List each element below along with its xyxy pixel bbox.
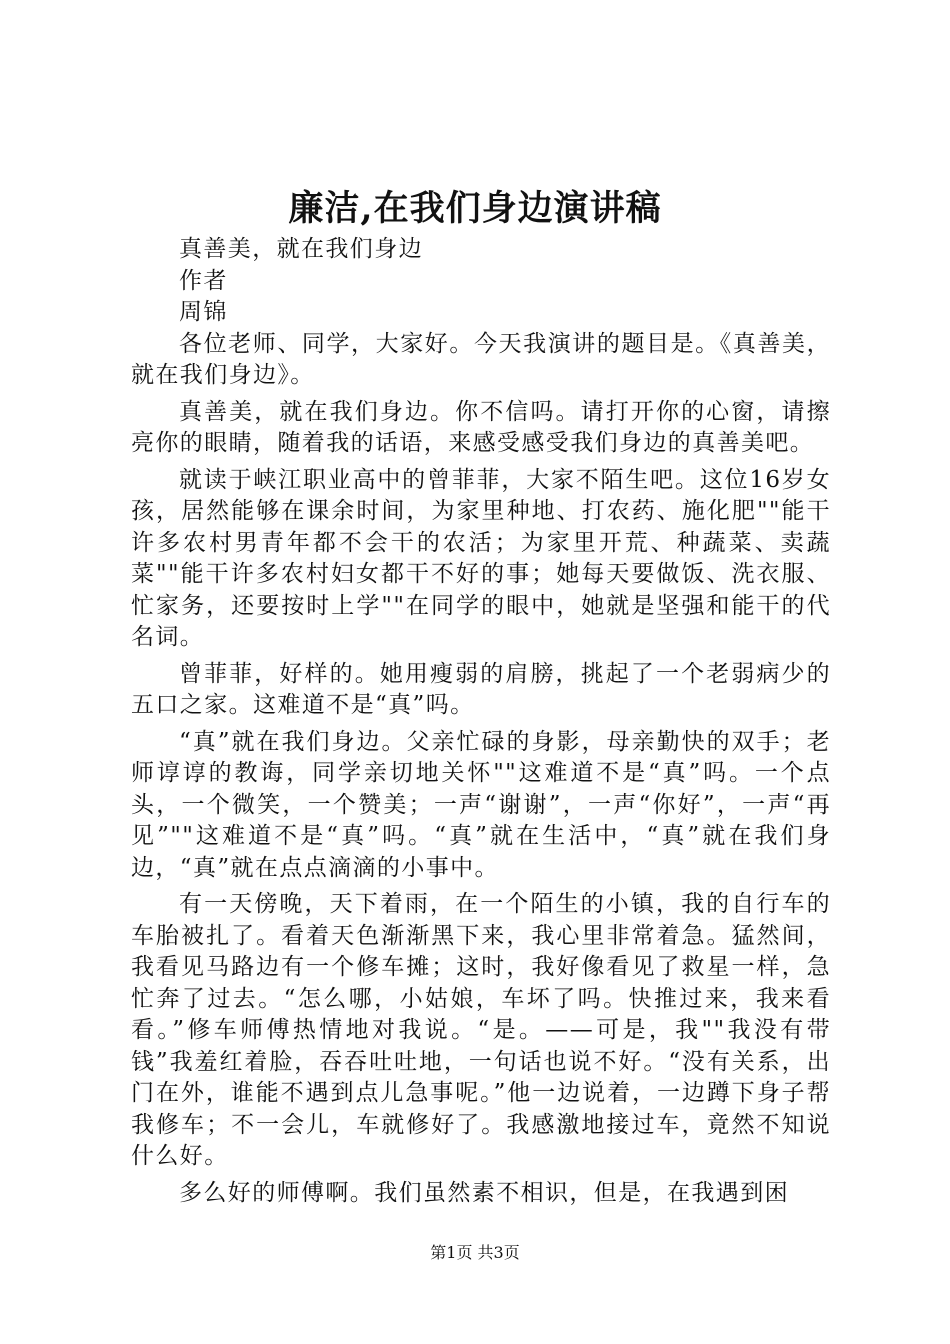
paragraph-author-label: 作者 <box>179 267 228 294</box>
paragraph: 多么好的师傅啊。我们虽然素不相识，但是，在我遇到困 <box>179 1179 789 1206</box>
paragraph: 真善美，就在我们身边。你不信吗。请打开你的心窗，请擦亮你的眼睛，随着我的话语，来感受感受我们身边的真善美吧。 <box>131 398 831 456</box>
paragraph: 各位老师、同学，大家好。今天我演讲的题目是。《真善美，就在我们身边》。 <box>131 330 831 388</box>
document-body <box>131 234 831 1209</box>
paragraph: 有一天傍晚，天下着雨，在一个陌生的小镇，我的自行车的车胎被扎了。看着天色渐渐黑下来，我心里非常着急。猛然间，我看见马路边有一个修车摊；这时，我好像看见了救星一样，急忙奔了过去。“怎么哪，小姑娘，车坏了吗。快推过来，我来看看。”修车师傅热情地对我说。“是。——可是，我""我没有带钱”我羞红着脸，吞吞吐吐地，一句话也说不好。“没有关系，出门在外，谁能不遇到点儿急事呢。”他一边说着，一边蹲下身子帮我修车；不一会儿，车就修好了。我感激地接过车，竟然不知说什么好。 <box>131 891 831 1169</box>
document-title: 廉洁,在我们身边演讲稿 <box>288 188 662 229</box>
paragraph: “真”就在我们身边。父亲忙碌的身影，母亲勤快的双手；老师谆谆的教诲，同学亲切地关怀""这难道不是“真”吗。一个点头，一个微笑，一个赞美；一声“谢谢”，一声“你好”，一声“再见”""这难道不是“真”吗。“真”就在生活中，“真”就在我们身边，“真”就在点点滴滴的小事中。 <box>131 728 831 881</box>
paragraph-author-name: 周锦 <box>179 299 228 325</box>
paragraph: 就读于峡江职业高中的曾菲菲，大家不陌生吧。这位16岁女孩，居然能够在课余时间，为家里种地、打农药、施化肥""能干许多农村男青年都不会干的农活；为家里开荒、种蔬菜、卖蔬菜""能干许多农村妇女都干不好的事；她每天要做饭、洗衣服、忙家务，还要按时上学""在同学的眼中，她就是坚强和能干的代名词。 <box>131 466 831 650</box>
page-footer: 第1页 共3页 <box>430 1243 520 1262</box>
paragraph-subtitle: 真善美，就在我们身边 <box>179 236 423 262</box>
paragraph: 曾菲菲，好样的。她用瘦弱的肩膀，挑起了一个老弱病少的五口之家。这难道不是“真”吗。 <box>131 660 831 718</box>
